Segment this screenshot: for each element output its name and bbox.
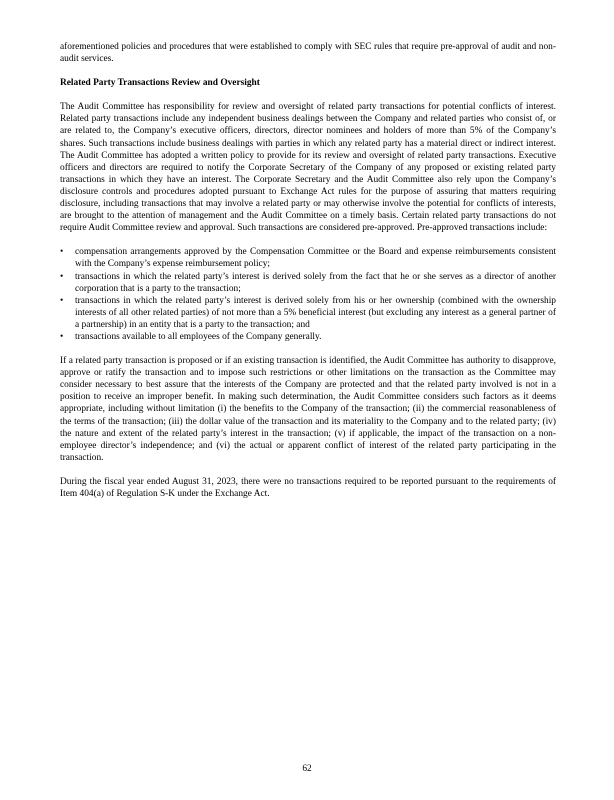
list-item-text: compensation arrangements approved by the Compensation Committee or the Board and expense reimbursements consistent with the Company’s expense reimbursement policy;: [75, 247, 556, 270]
policy-paragraph: The Audit Committee has responsibility for review and oversight of related party transactions for potential conflicts of interest. Related party transactions include any independent business dealings between the Company and related parties who consist of, or are related to, the Company’s executive officers, directors, director nominees and holders of more than 5% of the Company’s shares. Such transactions include business dealings with parties in which any related party has a material direct or indirect interest. The Audit Committee has adopted a written policy to provide for its review and oversight of related party transactions. Executive officers and directors are required to notify the Corporate Secretary of the Company of any proposed or existing related party transactions in which they have an interest. The Corporate Secretary and the Audit Committee also rely upon the Company’s disclosure controls and procedures adopted pursuant to Exchange Act rules for the purpose of assuring that matters requiring disclosure, including transactions that may involve a related party or may otherwise involve the potential for conflicts of interests, are brought to the attention of management and the Audit Committee on a timely basis. Certain related party transactions do not require Audit Committee review and approval. Such transactions are considered pre-approved. Pre-approved transactions include:: [60, 102, 556, 234]
bullet-icon: •: [60, 247, 64, 258]
list-item-text: transactions in which the related party’s interest is derived solely from his or her ownership (combined with the ownership interests of all other related parties) of not more than a 5% beneficial interest (but excluding any interest as a general partner of a partnership) in an entity that is a party to the transaction; and: [75, 295, 556, 330]
bullet-icon: •: [60, 271, 64, 282]
list-item: [60, 295, 556, 331]
bullet-icon: •: [60, 295, 64, 306]
section-heading: Related Party Transactions Review and Oversight: [60, 78, 260, 89]
fiscal-year-paragraph: During the fiscal year ended August 31, 2023, there were no transactions required to be reported pursuant to the requirements of Item 404(a) of Regulation S-K under the Exchange Act.: [60, 476, 556, 499]
pre-approved-transactions-list: [60, 246, 556, 343]
list-item-text: transactions in which the related party’s interest is derived solely from the fact that he or she serves as a director of another corporation that is a party to the transaction;: [75, 271, 556, 294]
list-item: [60, 246, 556, 270]
intro-paragraph: aforementioned policies and procedures that were established to comply with SEC rules that require pre-approval of audit and non-audit services.: [60, 42, 556, 65]
list-item-text: transactions available to all employees of the Company generally.: [75, 331, 322, 342]
list-item: [60, 271, 556, 295]
document-body: [60, 41, 556, 512]
page-number: 62: [302, 764, 312, 774]
list-item: [60, 331, 556, 343]
bullet-icon: •: [60, 331, 64, 342]
determination-paragraph: If a related party transaction is proposed or if an existing transaction is identified, the Audit Committee has authority to disapprove, approve or ratify the transaction and to impose such restrictions or other limitations on the transaction as the Committee may consider necessary to best assure that the interests of the Company are protected and that the related party involved is not in a position to receive an improper benefit. In making such determination, the Audit Committee considers such factors as it deems appropriate, including without limitation (i) the benefits to the Company of the transaction; (ii) the commercial reasonableness of the terms of the transaction; (iii) the dollar value of the transaction and its materiality to the Company and to the related party; (iv) the nature and extent of the related party’s interest in the transaction; (v) if applicable, the impact of the transaction on a non-employee director’s independence; and (vi) the actual or apparent conflict of interest of the related party participating in the transaction.: [60, 356, 556, 463]
